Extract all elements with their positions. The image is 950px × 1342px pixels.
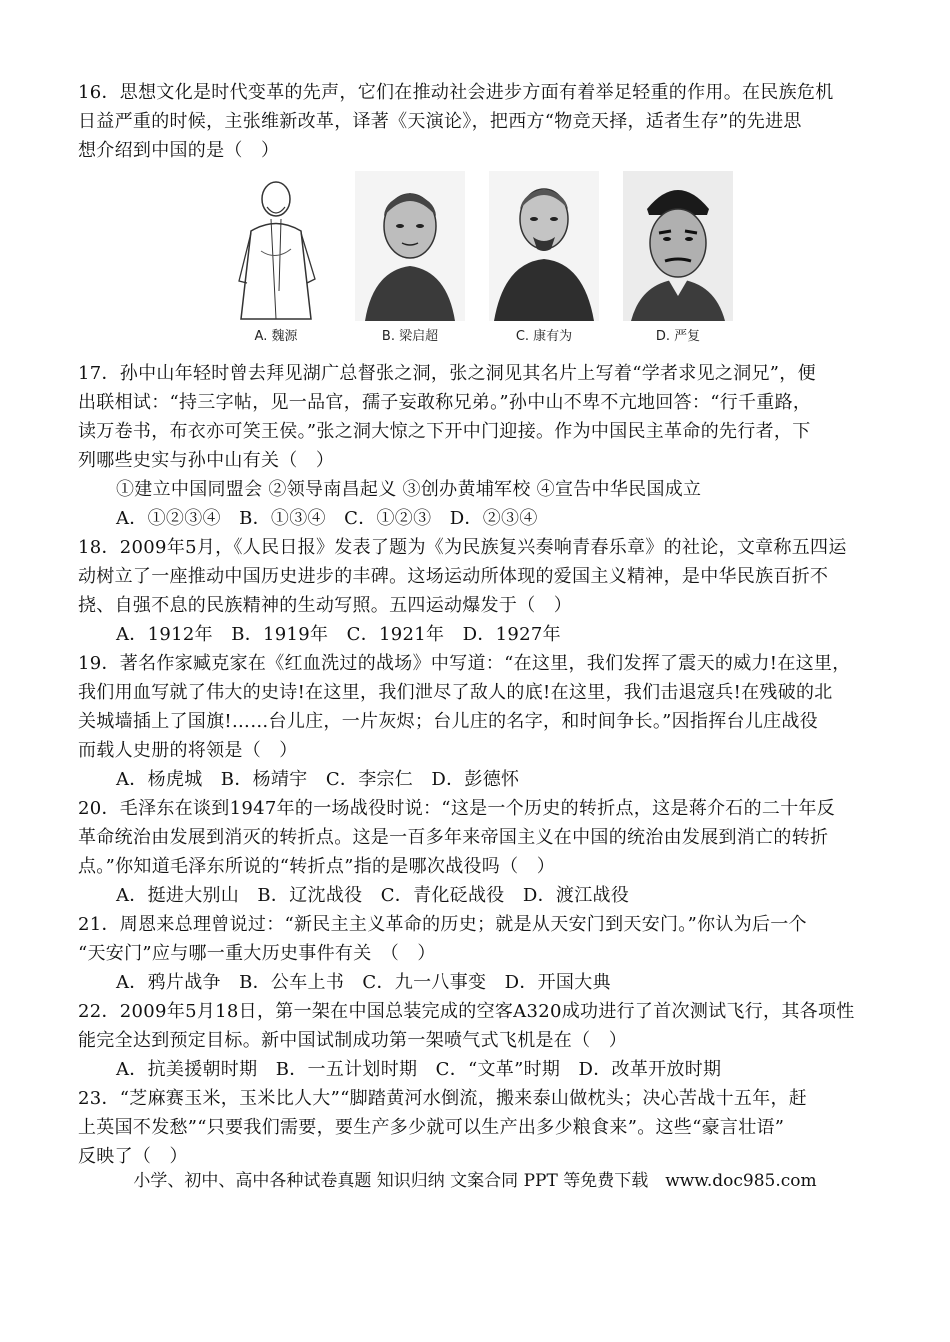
exam-page: [78, 78, 874, 1171]
page-footer: 小学、初中、高中各种试卷真题 知识归纳 文案合同 PPT 等免费下载 www.doc985.com: [133, 1171, 817, 1191]
question-20-options: A．挺进大别山 B．辽沈战役 C．青化砭战役 D．渡江战役: [116, 885, 630, 906]
question-18-line-2: 动树立了一座推动中国历史进步的丰碑。这场运动所体现的爱国主义精神，是中华民族百折不: [78, 566, 829, 587]
question-23: [78, 1084, 874, 1171]
question-16-line-2: 日益严重的时候，主张维新改革，译著《天演论》，把西方“物竞天择，适者生存”的先进思: [78, 111, 802, 132]
portrait-d-caption: D. 严复: [655, 329, 701, 344]
question-19: [78, 649, 874, 794]
portrait-a-caption: A. 魏源: [254, 329, 298, 344]
question-19-line-1: 19．著名作家臧克家在《红血洗过的战场》中写道：“在这里，我们发挥了震天的威力!在这里，: [78, 653, 851, 674]
portrait-a-image: [221, 171, 331, 321]
question-18-options: A．1912年 B．1919年 C．1921年 D．1927年: [116, 624, 561, 645]
question-23-line-2: 上英国不发愁”“只要我们需要，要生产多少就可以生产出多少粮食来”。这些“豪言壮语”: [78, 1117, 785, 1138]
question-21-line-2: “天安门”应与哪一重大历史事件有关 （ ）: [78, 943, 436, 964]
portrait-d: [620, 171, 736, 351]
question-19-options: A．杨虎城 B．杨靖宇 C．李宗仁 D．彭德怀: [116, 769, 520, 790]
question-17: [78, 359, 874, 533]
question-19-line-4: 而载人史册的将领是（ ）: [78, 740, 298, 761]
question-21-line-1: 21．周恩来总理曾说过：“新民主主义革命的历史；就是从天安门到天安门。”你认为后一个: [78, 914, 807, 935]
portrait-b-caption: B. 梁启超: [381, 329, 439, 344]
question-17-line-3: 读万卷书，布衣亦可笑王侯。”张之洞大惊之下开中门迎接。作为中国民主革命的先行者，下: [78, 421, 811, 442]
question-17-line-1: 17．孙中山年轻时曾去拜见湖广总督张之洞，张之洞见其名片上写着“学者求见之洞兄”，便: [78, 363, 816, 384]
question-17-options: A．①②③④ B．①③④ C．①②③ D．②③④: [116, 508, 538, 529]
question-17-line-2: 出联相试：“持三字帖，见一品官，孺子妄敢称兄弟。”孙中山不卑不亢地回答：“行千重路，: [78, 392, 812, 413]
question-21-options: A．鸦片战争 B．公车上书 C．九一八事变 D．开国大典: [116, 972, 611, 993]
portrait-d-image: [623, 171, 733, 321]
question-23-line-3: 反映了（ ）: [78, 1146, 188, 1167]
question-18-line-1: 18．2009年5月，《人民日报》发表了题为《为民族复兴奏响青春乐章》的社论，文章称五四运: [78, 537, 847, 558]
question-20: [78, 794, 874, 910]
question-20-line-2: 革命统治由发展到消灭的转折点。这是一百多年来帝国主义在中国的统治由发展到消亡的转折: [78, 827, 829, 848]
portrait-c: [486, 171, 602, 351]
question-19-line-2: 我们用血写就了伟大的史诗!在这里，我们泄尽了敌人的底!在这里，我们击退寇兵!在残破的北: [78, 682, 833, 703]
question-22-line-2: 能完全达到预定目标。新中国试制成功第一架喷气式飞机是在（ ）: [78, 1030, 627, 1051]
portrait-row: [78, 171, 874, 351]
question-18-line-3: 挠、自强不息的民族精神的生动写照。五四运动爆发于（ ）: [78, 595, 573, 616]
question-18: [78, 533, 874, 649]
question-20-line-3: 点。”你知道毛泽东所说的“转折点”指的是哪次战役吗（ ）: [78, 856, 556, 877]
portrait-c-image: [489, 171, 599, 321]
question-20-line-1: 20．毛泽东在谈到1947年的一场战役时说：“这是一个历史的转折点，这是蒋介石的二十年反: [78, 798, 836, 819]
question-22: [78, 997, 874, 1084]
question-21: [78, 910, 874, 997]
portrait-b: [352, 171, 468, 351]
question-23-line-1: 23．“芝麻赛玉米，玉米比人大”“脚踏黄河水倒流，搬来泰山做枕头；决心苦战十五年，赶: [78, 1088, 808, 1109]
question-16: [78, 78, 874, 351]
portrait-b-image: [355, 171, 465, 321]
question-19-line-3: 关城墙插上了国旗!……台儿庄，一片灰烬；台儿庄的名字，和时间争长。”因指挥台儿庄战役: [78, 711, 819, 732]
question-17-items: ①建立中国同盟会 ②领导南昌起义 ③创办黄埔军校 ④宣告中华民国成立: [116, 479, 702, 500]
question-22-line-1: 22．2009年5月18日，第一架在中国总装完成的空客A320成功进行了首次测试飞行，其各项性: [78, 1001, 855, 1022]
question-22-options: A．抗美援朝时期 B．一五计划时期 C．“文革”时期 D．改革开放时期: [116, 1059, 722, 1080]
question-16-line-3: 想介绍到中国的是（ ）: [78, 140, 280, 161]
question-17-line-4: 列哪些史实与孙中山有关（ ）: [78, 450, 335, 471]
question-16-line-1: 16．思想文化是时代变革的先声，它们在推动社会进步方面有着举足轻重的作用。在民族危机: [78, 82, 834, 103]
portrait-c-caption: C. 康有为: [515, 329, 573, 344]
portrait-a: [218, 171, 334, 351]
